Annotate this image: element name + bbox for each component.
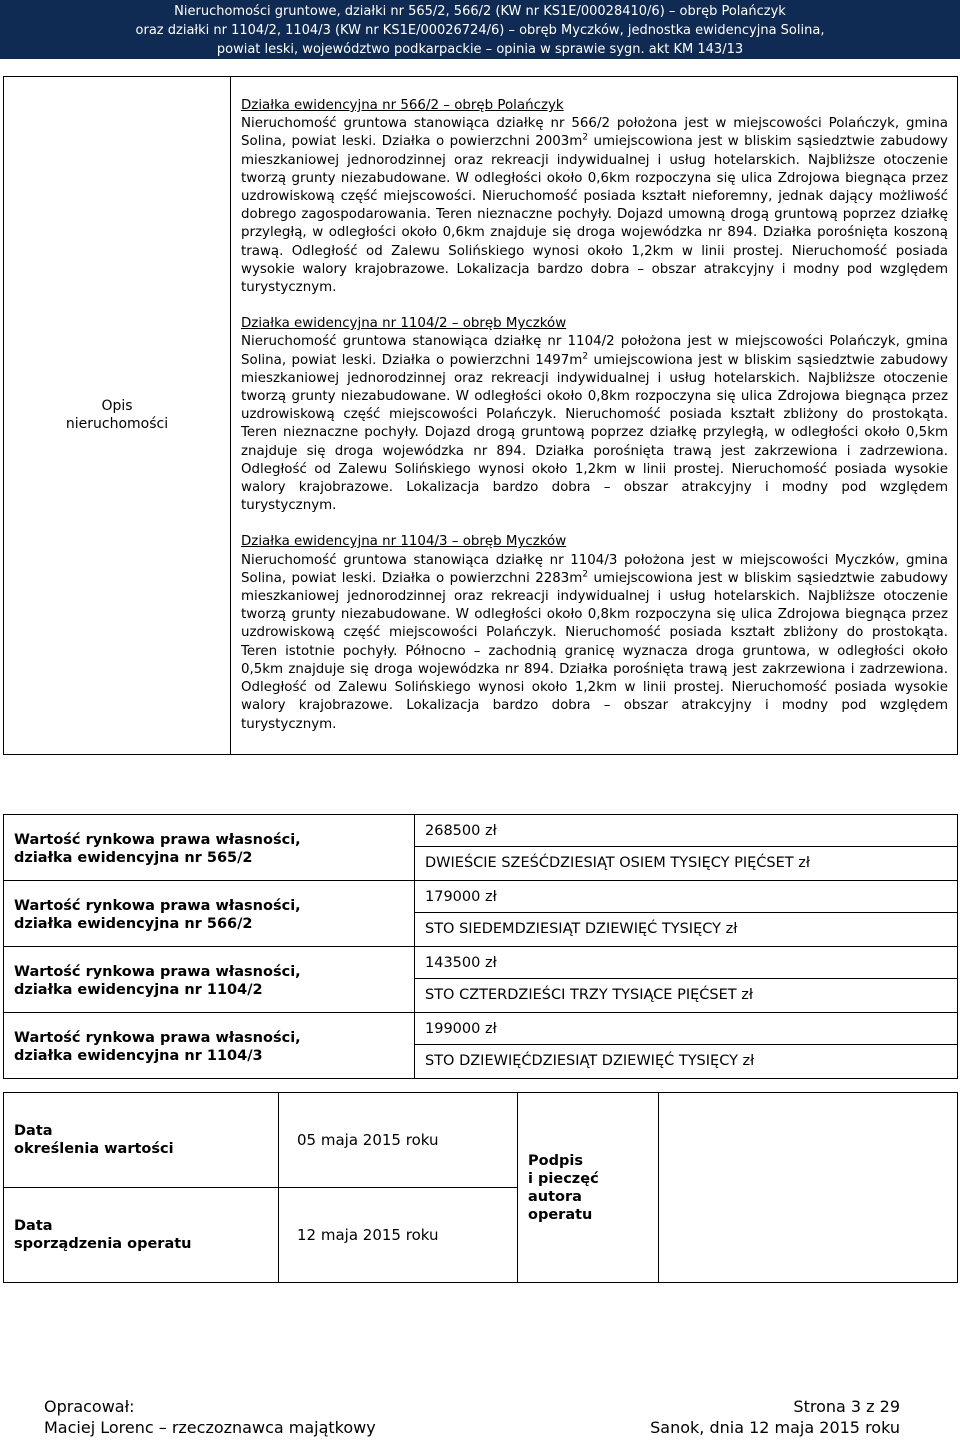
dates-table	[3, 1092, 958, 1283]
value-amount: 179000 zł	[425, 889, 497, 905]
value-label-cell	[4, 1013, 415, 1079]
signature-label-cell	[518, 1093, 659, 1283]
page-header	[0, 0, 960, 59]
value-amount-cell	[415, 947, 958, 1013]
value-amount-cell	[415, 881, 958, 947]
market-value-table	[3, 814, 958, 1079]
value-amount-cell	[415, 1013, 958, 1079]
value-row	[4, 1013, 958, 1079]
header-line-2: oraz działki nr 1104/2, 1104/3 (KW nr KS1E/00026724/6) – obręb Myczków, jednostka ewidencyjna Solina,	[135, 23, 825, 38]
prepared-by-label: Opracował:	[44, 1397, 135, 1416]
report-date-label-cell	[4, 1188, 279, 1283]
parcel-text-before: Nieruchomość gruntowa stanowiąca działkę nr 566/2 położona jest w miejscowości Polańczyk, gmina Solina, powiat leski. Działka o powierzchni 2003m	[241, 116, 948, 150]
value-label-cell	[4, 815, 415, 881]
parcel-text-before: Nieruchomość gruntowa stanowiąca działkę nr 1104/3 położona jest w miejscowości Myczków, gmina Solina, powiat leski. Działka o powierzchni 2283m	[241, 552, 948, 586]
valuation-date-value: 05 maja 2015 roku	[279, 1093, 518, 1188]
parcel-text-after: umiejscowiona jest w bliskim sąsiedztwie zabudowy mieszkaniowej jednorodzinnej oraz rekreacji indywidualnej i usług hotelarskich. Najbliższe otoczenie tworzą grunty niezabudowane. W odległości około 0,6km rozpoczyna się ulica Zdrojowa biegnąca przez uzdrowiskową część miejscowości. Nieruchomość posiada kształt nieforemny, jednak dający możliwość dobrego zagospodarowania. Teren nieznaczne pochyły. Dojazd umowną drogą gruntową poprzez działkę przyległą, w odległości około 0,6km znajduje się droga wojewódzka nr 894. Działka porośnięta koszoną trawą. Odległość od Zalewu Solińskiego wynosi około 1,2km w linii prostej. Nieruchomość posiada wysokie walory krajobrazowe. Lokalizacja bardzo dobra – obszar atrakcyjny i modny pod względem turystycznym.	[241, 134, 948, 296]
value-row	[4, 881, 958, 947]
place-and-date: Sanok, dnia 12 maja 2015 roku	[650, 1418, 900, 1437]
value-label-2: działka ewidencyjna nr 565/2	[14, 850, 253, 866]
value-words: DWIEŚCIE SZEŚĆDZIESIĄT OSIEM TYSIĘCY PIĘĆSET zł	[415, 846, 957, 880]
footer-right	[650, 1396, 900, 1438]
value-label-1: Wartość rynkowa prawa własności,	[14, 898, 301, 914]
description-label-2: nieruchomości	[65, 416, 169, 433]
page-number: Strona 3 z 29	[793, 1397, 900, 1416]
value-label-2: działka ewidencyjna nr 566/2	[14, 916, 253, 932]
description-text-cell	[231, 77, 958, 755]
report-date-label-1: Data	[14, 1218, 53, 1234]
value-words: STO SIEDEMDZIESIĄT DZIEWIĘĆ TYSIĘCY zł	[415, 912, 957, 946]
value-label-1: Wartość rynkowa prawa własności,	[14, 964, 301, 980]
description-label-1: Opis	[101, 398, 133, 415]
area-superscript: 2	[582, 132, 589, 143]
author-name: Maciej Lorenc – rzeczoznawca majątkowy	[44, 1418, 376, 1437]
valuation-date-label-cell	[4, 1093, 279, 1188]
area-superscript: 2	[582, 569, 589, 580]
value-amount: 268500 zł	[425, 823, 497, 839]
parcel-section-1104-2	[241, 315, 948, 515]
value-amount: 199000 zł	[425, 1021, 497, 1037]
value-row	[4, 947, 958, 1013]
parcel-section-1104-3	[241, 533, 948, 733]
value-label-cell	[4, 881, 415, 947]
parcel-text-before: Nieruchomość gruntowa stanowiąca działkę nr 1104/2 położona jest w miejscowości Polańczyk, gmina Solina, powiat leski. Działka o powierzchni 1497m	[241, 334, 948, 368]
value-label-2: działka ewidencyjna nr 1104/3	[14, 1048, 263, 1064]
signature-label-1: Podpis	[528, 1152, 583, 1169]
value-label-1: Wartość rynkowa prawa własności,	[14, 1030, 301, 1046]
parcel-title: Działka ewidencyjna nr 566/2 – obręb Polańczyk	[241, 98, 564, 113]
value-words: STO CZTERDZIEŚCI TRZY TYSIĄCE PIĘĆSET zł	[415, 978, 957, 1012]
parcel-title: Działka ewidencyjna nr 1104/3 – obręb Myczków	[241, 534, 567, 550]
parcel-title: Działka ewidencyjna nr 1104/2 – obręb Myczków	[241, 316, 567, 332]
value-label-2: działka ewidencyjna nr 1104/2	[14, 982, 263, 998]
signature-label-2: i pieczęć	[528, 1170, 599, 1187]
parcel-text-after: umiejscowiona jest w bliskim sąsiedztwie zabudowy mieszkaniowej jednorodzinnej oraz rekreacji indywidualnej i usług hotelarskich. Najbliższe otoczenie tworzą grunty niezabudowane. W odległości około 0,8km rozpoczyna się ulica Zdrojowa biegnąca przez uzdrowiskową część miejscowości Polańczyk. Nieruchomość posiada kształt zbliżony do prostokąta. Teren nieznaczne pochyły. Dojazd drogą gruntową poprzez działkę przyległą, w odległości około 0,5km znajduje się droga wojewódzka nr 894. Działka porośnięta trawą jest zakrzewiona i zadrzewiona. Odległość od Zalewu Solińskiego wynosi około 1,2km w linii prostej. Nieruchomość posiada wysokie walory krajobrazowe. Lokalizacja bardzo dobra – obszar atrakcyjny i modny pod względem turystycznym.	[241, 352, 948, 514]
header-line-3: powiat leski, województwo podkarpackie – opinia w sprawie sygn. akt KM 143/13	[216, 42, 744, 57]
area-superscript: 2	[582, 351, 589, 362]
valuation-date-label-1: Data	[14, 1123, 53, 1139]
header-line-1: Nieruchomości gruntowe, działki nr 565/2, 566/2 (KW nr KS1E/00028410/6) – obręb Polańczyk	[174, 4, 786, 19]
value-amount: 143500 zł	[425, 955, 497, 971]
parcel-section-566-2	[241, 97, 948, 297]
value-label-1: Wartość rynkowa prawa własności,	[14, 832, 301, 848]
valuation-date-label-2: określenia wartości	[14, 1141, 174, 1157]
value-words: STO DZIEWIĘĆDZIESIĄT DZIEWIĘĆ TYSIĘCY zł	[415, 1044, 957, 1078]
parcel-text-after: umiejscowiona jest w bliskim sąsiedztwie zabudowy mieszkaniowej jednorodzinnej oraz rekreacji indywidualnej i usług hotelarskich. Najbliższe otoczenie tworzą grunty niezabudowane. W odległości około 0,8km rozpoczyna się ulica Zdrojowa biegnąca przez uzdrowiskową część miejscowości Polańczyk. Nieruchomość posiada kształt zbliżony do prostokąta. Teren istotnie pochyły. Północno – zachodnią granicę wyznacza droga gruntowa, w odległości około 0,5km znajduje się droga wojewódzka nr 894. Działka porośnięta trawą jest zakrzewiona i zadrzewiona. Odległość od Zalewu Solińskiego wynosi około 1,2km w linii prostej. Nieruchomość posiada wysokie walory krajobrazowe. Lokalizacja bardzo dobra – obszar atrakcyjny i modny pod względem turystycznym.	[241, 570, 948, 732]
value-label-cell	[4, 947, 415, 1013]
value-row	[4, 815, 958, 881]
report-date-label-2: sporządzenia operatu	[14, 1236, 192, 1252]
signature-box	[659, 1093, 958, 1283]
signature-label-3: autora operatu	[528, 1188, 593, 1223]
value-amount-cell	[415, 815, 958, 881]
footer-left	[44, 1396, 376, 1438]
description-label-cell	[4, 77, 231, 755]
description-table	[3, 76, 958, 755]
report-date-value: 12 maja 2015 roku	[279, 1188, 518, 1283]
